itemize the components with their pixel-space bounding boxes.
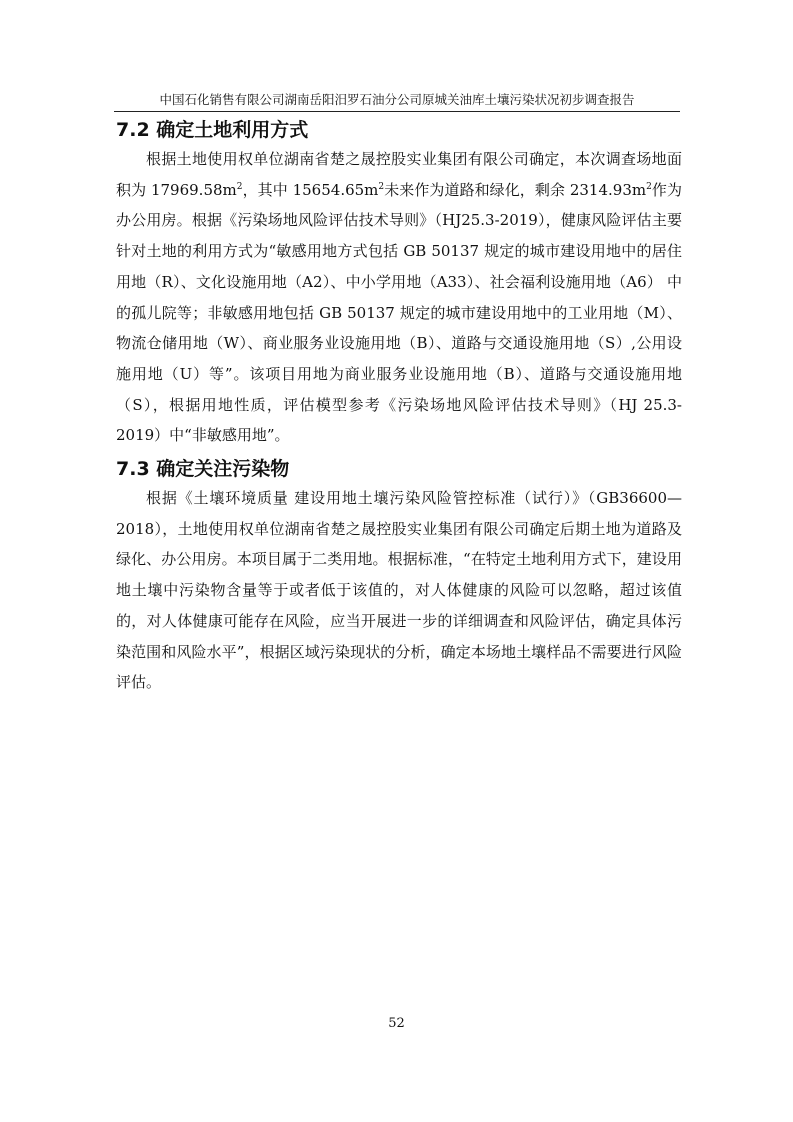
superscript: 2 [236,181,243,192]
section-7-2-body [116,144,682,451]
text-segment: 作为办公用房。根据《污染场地风险评估技术导则》（HJ25.3-2019），健康风险评估主要针对土地的利用方式为“敏感用地方式包括 GB 50137 规定的城市建设用地中的居住用地（R）、文化设施用地（A2）、中小学用地（A33）、社会福利设施用地（A6） 中的孤儿院等；非敏感用地包括 GB 50137 规定的城市建设用地中的工业用地（M）、物流仓储用地（W）、商业服务业设施用地（B）、道路与交通设施用地（S）,公用设施用地（U）等”。该项目用地为商业服务业设施用地（B）、道路与交通设施用地（S），根据用地性质，评估模型参考《污染场地风险评估技术导则》（HJ 25.3-2019）中“非敏感用地”。 [116,180,682,445]
superscript: 2 [646,181,652,192]
paragraph-land-use [116,144,682,451]
paragraph-pollutants: 根据《土壤环境质量 建设用地土壤污染风险管控标准（试行）》（GB36600—2018），土地使用权单位湖南省楚之晟控股实业集团有限公司确定后期土地为道路及绿化、办公用房。本项目属于二类用地。根据标准，“在特定土地利用方式下，建设用地土壤中污染物含量等于或者低于该值的，对人体健康的风险可以忽略，超过该值的，对人体健康可能存在风险，应当开展进一步的详细调查和风险评估，确定具体污染范围和风险水平”，根据区域污染现状的分析，确定本场地土壤样品不需要进行风险评估。 [116,489,682,692]
header-divider [114,111,680,112]
page-header: 中国石化销售有限公司湖南岳阳汨罗石油分公司原城关油库土壤污染状况初步调查报告 [159,92,635,107]
superscript: 2 [378,181,385,192]
section-7-3-body [116,483,682,698]
page-number: 52 [388,1016,405,1031]
section-heading-7-3: 7.3 确定关注污染物 [116,458,290,480]
text-segment: 根据土地使用权单位湖南省楚之晟控股实业集团有限公司确定，本次调查场地面积为 17969.58m [116,150,682,199]
text-segment: ，其中 15654.65m [242,180,379,199]
text-segment: 未来作为道路和绿化，剩余 2314.93m [384,180,647,199]
section-heading-7-2: 7.2 确定土地利用方式 [116,119,309,141]
